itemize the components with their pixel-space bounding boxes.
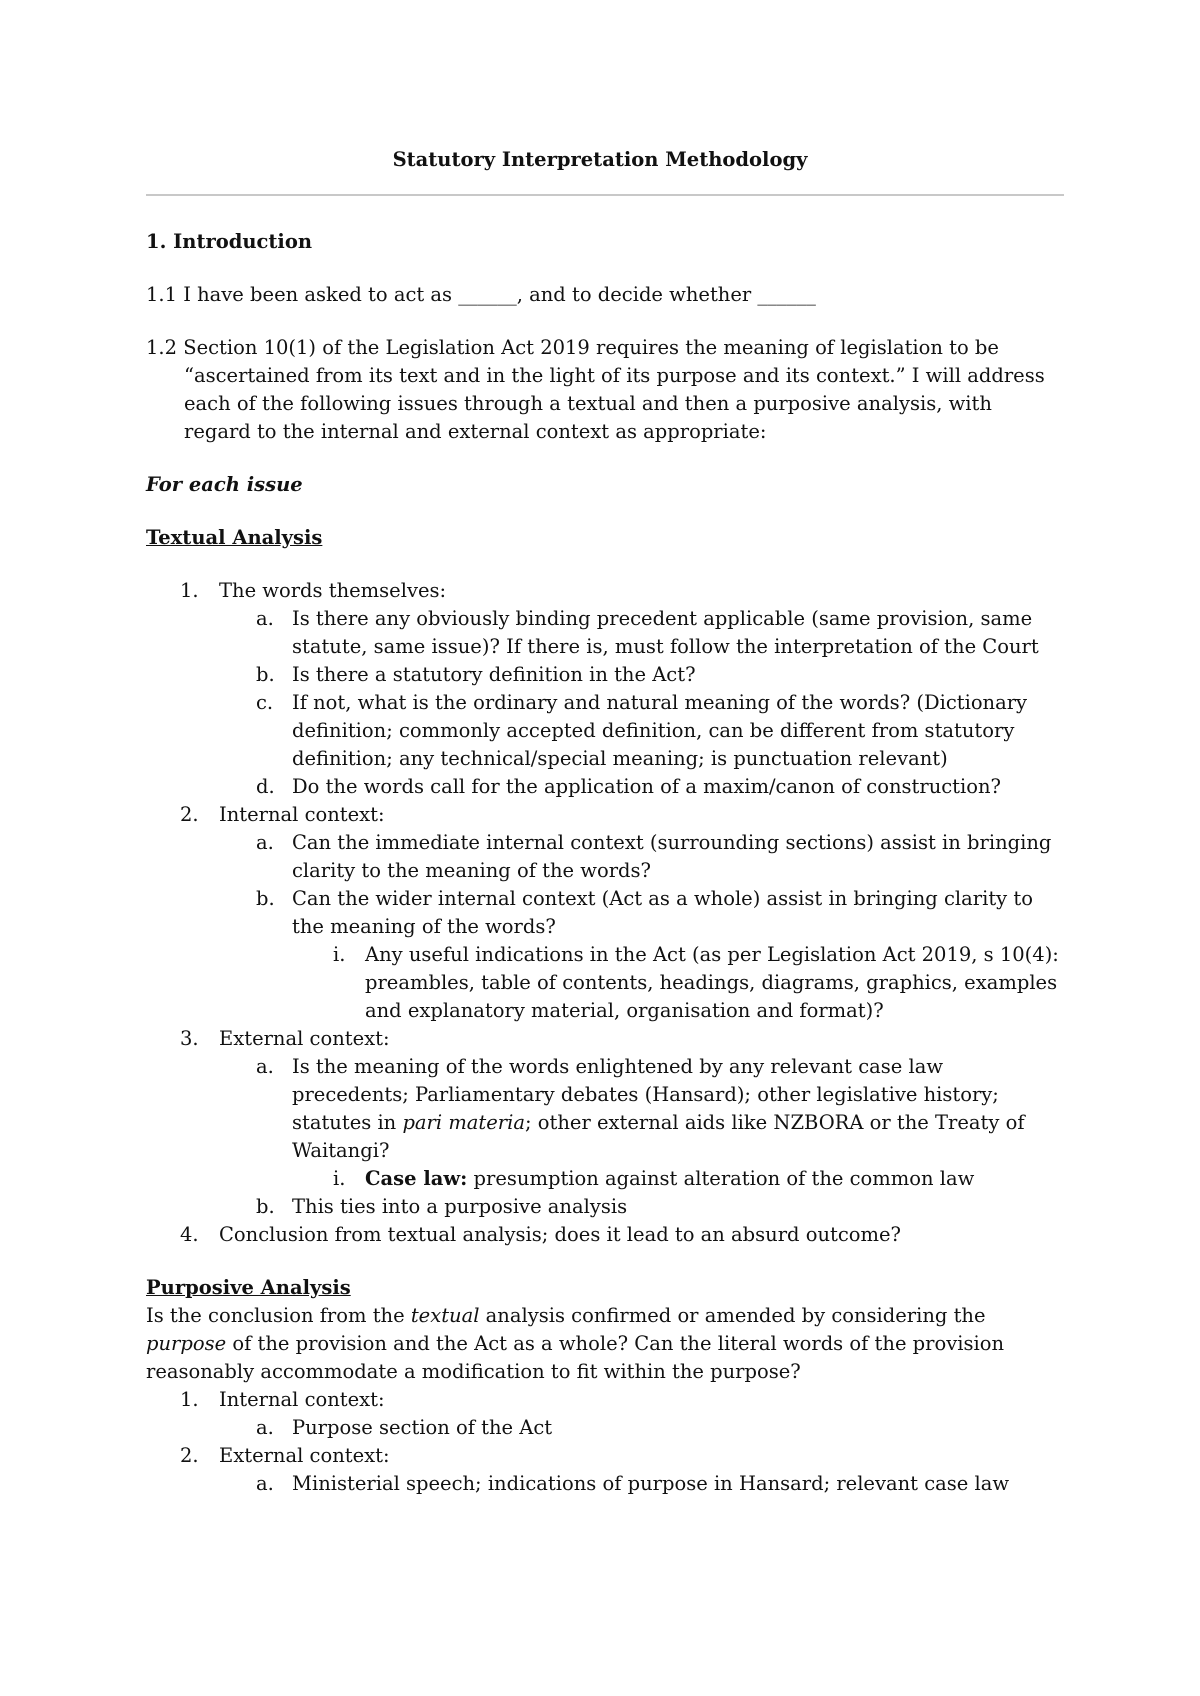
sub-list [219, 1414, 1064, 1442]
sub-sub-list [292, 941, 1064, 1025]
list-letter: a. [256, 1472, 274, 1495]
list-item [146, 885, 1064, 1025]
italic-term: textual [410, 1304, 480, 1327]
list-number: 1. [180, 1388, 199, 1411]
purposive-body [146, 1302, 1064, 1386]
document-body [146, 228, 1064, 1498]
list-letter: a. [256, 1416, 274, 1439]
list-letter: b. [256, 1195, 275, 1218]
list-item [146, 689, 1064, 773]
list-number: 2. [180, 803, 199, 826]
list-item [146, 1386, 1064, 1442]
list-item [146, 1165, 1064, 1193]
list-item-text: Conclusion from textual analysis; does it lead to an absurd outcome? [219, 1223, 901, 1246]
introduction-heading: 1. Introduction [146, 230, 313, 253]
list-item-text: ; other external aids like NZBORA or the Treaty of Waitangi? [292, 1111, 1025, 1162]
list-item [146, 773, 1064, 801]
list-roman: i. [333, 943, 346, 966]
sub-list [219, 1053, 1064, 1221]
sub-list [219, 829, 1064, 1025]
list-letter: b. [256, 887, 275, 910]
list-item [146, 1193, 1064, 1221]
title-divider [146, 194, 1064, 196]
list-item [146, 1470, 1064, 1498]
italic-term: purpose [146, 1332, 227, 1355]
list-item-text: Is the meaning of the words enlightened by any relevant case law precedents; Parliamentary debates (Hansard); other legislative history; statutes in [292, 1055, 999, 1134]
list-letter: c. [256, 691, 274, 714]
body-text-segment: Is the conclusion from the [146, 1304, 411, 1327]
list-item-text: Any useful indications in the Act (as per Legislation Act 2019, s 10(4): preambles, table of contents, headings, diagrams, graphics, examples and explanatory material, organisation and format)? [365, 943, 1059, 1022]
intro-paragraph-2: 1.2 Section 10(1) of the Legislation Act 2019 requires the meaning of legislation to be “ascertained from its text and in the light of its purpose and its context.” I will address each of the following issues through a textual and then a purposive analysis, with regard to the internal and external context as appropriate: [146, 336, 1045, 443]
list-item [146, 1053, 1064, 1193]
list-item [146, 801, 1064, 1025]
list-item-text: External context: [219, 1444, 390, 1467]
list-letter: a. [256, 831, 274, 854]
list-item-text: Internal context: [219, 1388, 385, 1411]
list-item [146, 577, 1064, 801]
intro-paragraph-1: 1.1 I have been asked to act as ______, and to decide whether ______ [146, 283, 816, 306]
list-letter: d. [256, 775, 275, 798]
list-number: 1. [180, 579, 199, 602]
list-item [146, 1414, 1064, 1442]
list-item-text: This ties into a purposive analysis [292, 1195, 628, 1218]
italic-term: pari materia [402, 1111, 525, 1134]
list-item-text: The words themselves: [219, 579, 447, 602]
list-item [146, 605, 1064, 661]
bold-term: Case law: [365, 1167, 468, 1190]
list-number: 3. [180, 1027, 199, 1050]
list-item-text: Is there a statutory definition in the Act? [292, 663, 696, 686]
list-number: 4. [180, 1223, 199, 1246]
list-item [146, 1025, 1064, 1221]
textual-analysis-list [146, 577, 1064, 1249]
list-item-text: Can the immediate internal context (surrounding sections) assist in bringing clarity to the meaning of the words? [292, 831, 1052, 882]
list-item [146, 1221, 1064, 1249]
purposive-analysis-list [146, 1386, 1064, 1498]
spacer [146, 1249, 1064, 1274]
list-number: 2. [180, 1444, 199, 1467]
list-item [146, 661, 1064, 689]
list-item-text: If not, what is the ordinary and natural meaning of the words? (Dictionary definition; commonly accepted definition, can be different from statutory definition; any technical/special meaning; is punctuation relevant) [292, 691, 1028, 770]
list-letter: b. [256, 663, 275, 686]
list-item-text: Internal context: [219, 803, 385, 826]
textual-analysis-heading: Textual Analysis [146, 526, 323, 549]
sub-list [219, 605, 1064, 801]
body-text-segment: analysis confirmed or amended by considering the [479, 1304, 986, 1327]
list-letter: a. [256, 1055, 274, 1078]
sub-sub-list [292, 1165, 1064, 1193]
list-item-text: Is there any obviously binding precedent applicable (same provision, same statute, same issue)? If there is, must follow the interpretation of the Court [292, 607, 1039, 658]
list-letter: a. [256, 607, 274, 630]
list-roman: i. [333, 1167, 346, 1190]
purposive-analysis-heading: Purposive Analysis [146, 1276, 351, 1299]
list-item [146, 1442, 1064, 1498]
list-item-text: Do the words call for the application of a maxim/canon of construction? [292, 775, 1001, 798]
list-item-text: presumption against alteration of the common law [467, 1167, 975, 1190]
list-item-text: Can the wider internal context (Act as a whole) assist in bringing clarity to the meaning of the words? [292, 887, 1033, 938]
sub-list [219, 1470, 1064, 1498]
list-item [146, 941, 1064, 1025]
for-each-issue-heading: For each issue [146, 473, 303, 496]
body-text-segment: of the provision and the Act as a whole? Can the literal words of the provision reasonably accommodate a modification to fit within the purpose? [146, 1332, 1005, 1383]
list-item-text: Purpose section of the Act [292, 1416, 553, 1439]
list-item-text: External context: [219, 1027, 390, 1050]
document-title: Statutory Interpretation Methodology [392, 148, 808, 171]
list-item [146, 829, 1064, 885]
list-item-text: Ministerial speech; indications of purpose in Hansard; relevant case law [292, 1472, 1010, 1495]
